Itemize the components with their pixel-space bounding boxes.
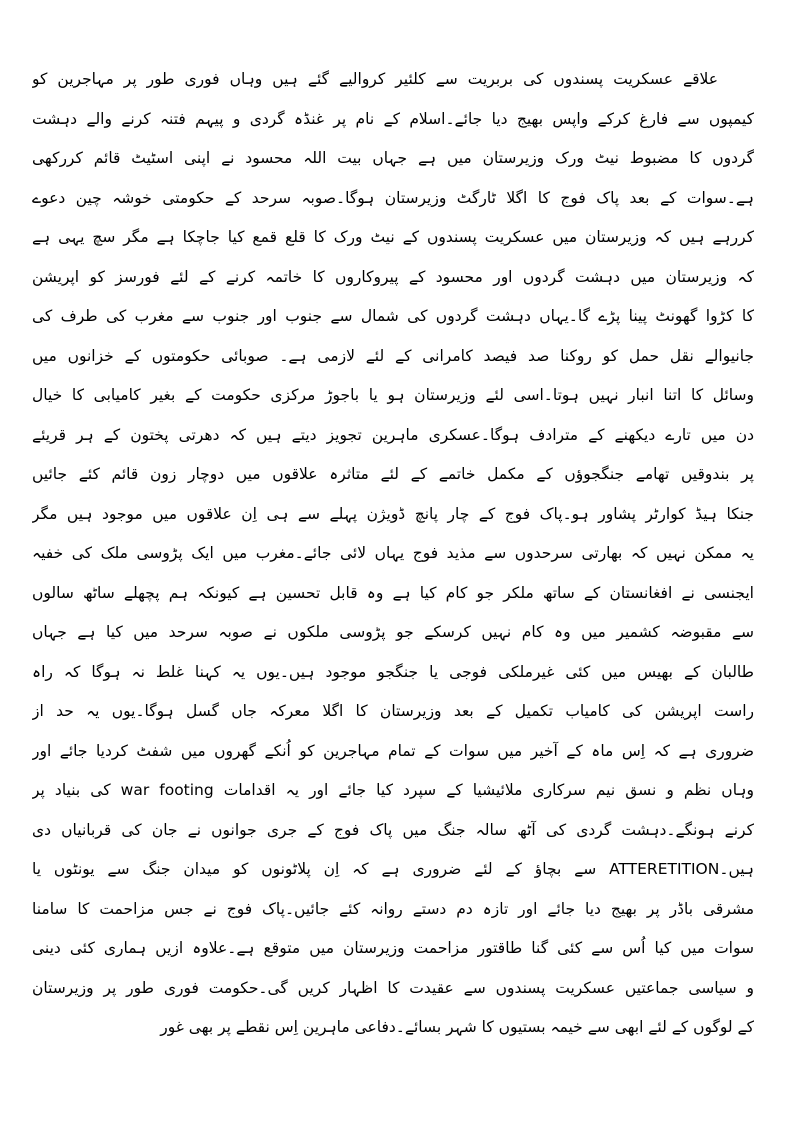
article-body <box>32 60 754 1048</box>
text-line: وہاں نظم و نسق نیم سرکاری ملائیشیا کے سپرد کیا جائے اور یہ اقدامات war footing کی بنیاد پر <box>32 781 754 799</box>
text-line: و سیاسی جماعتیں عسکریت پسندوں سے عقیدت کا اظہار کریں گی۔حکومت فوری طور پر وزیرستان <box>32 978 754 997</box>
text-line: کے لوگوں کے لئے ابھی سے خیمہ بستیوں کا شہر بسائے۔دفاعی ماہرین اِس نقطے پر بھی غور <box>160 1018 754 1036</box>
text-line: ہیں۔ATTERETITION سے بچاؤ کے لئے ضروری ہے کہ اِن پلاٹونوں کو میدان جنگ سے یونٹوں یا <box>32 860 754 878</box>
text-line: علاقے عسکریت پسندوں کی بربریت سے کلئیر کروالیے گئے ہیں وہاں فوری طور پر مہاجرین کو <box>32 70 718 88</box>
text-line: ایجنسی نے افغانستان کے ساتھ ملکر جو کام کیا ہے وہ قابل تحسین ہے کیونکہ ہم پچھلے ساٹھ سالوں <box>32 583 754 602</box>
text-line: وسائل کا اتنا انبار نہیں ہوتا۔اسی لئے وزیرستان ہو یا باجوڑ مرکزی حکومت کے بغیر کامیابی کا خیال <box>32 386 754 404</box>
text-line: کررہے ہیں کہ وزیرستان میں عسکریت پسندوں کے نیٹ ورک کا قلع قمع کیا جاچکا ہے مگر سچ یہی ہے <box>32 228 754 246</box>
text-line: گردوں کا مضبوط نیٹ ورک وزیرستان میں ہے جہاں بیت اللہ محسود نے اپنی اسٹیٹ قائم کررکھی <box>32 149 754 167</box>
text-line: جنکا ہیڈ کوارٹر پشاور ہو۔پاک فوج کے چار پانچ ڈویژن پہلے سے ہی اِن علاقوں میں موجود ہیں مگر <box>32 504 754 523</box>
text-line: ہے۔سوات کے بعد پاک فوج کا اگلا ٹارگٹ وزیرستان ہوگا۔صوبہ سرحد کے حکومتی خوشہ چین دعوے <box>32 188 754 207</box>
text-line: دن میں تارے دیکھنے کے مترادف ہوگا۔عسکری ماہرین تجویز دیتے ہیں کہ دھرتی پختون کے ہر قریئے <box>32 425 754 444</box>
text-line: سوات میں کیا اُس سے کئی گنا طاقتور مزاحمت وزیرستان میں متوقع ہے۔علاوہ ازیں ہماری کئی دینی <box>32 939 754 957</box>
text-line: جانیوالے نقل حمل کو روکنا صد فیصد کامرانی کے لئے لازمی ہے۔ صوبائی حکومتوں کے خزانوں میں <box>32 346 754 365</box>
text-line: طالبان کے بھیس میں کئی غیرملکی فوجی یا جنگجو موجود ہیں۔یوں یہ کہنا غلط نہ ہوگا کہ راہ <box>32 662 754 681</box>
text-line: مشرقی باڈر پر بھیج دیا جائے اور تازہ دم دستے روانہ کئے جائیں۔پاک فوج نے جس مزاحمت کا سامنا <box>32 899 754 918</box>
text-line: پر بندوقیں تھامے جنگجوؤں کے مکمل خاتمے کے لئے متاثرہ علاقوں میں دوچار زون قائم کئے جائیں <box>32 465 754 483</box>
text-line: کہ وزیرستان میں دہشت گردوں اور محسود کے پیروکاروں کا خاتمہ کرنے کے لئے فورسز کو اپریشن <box>32 267 754 286</box>
text-line: یہ ممکن نہیں کہ بھارتی سرحدوں سے مذید فوج یہاں لائی جائے۔مغرب میں ایک پڑوسی ملک کی خفیہ <box>32 544 754 562</box>
text-line: کرنے ہونگے۔دہشت گردی کی آٹھ سالہ جنگ میں پاک فوج کے جری جوانوں نے جان کی قربانیاں دی <box>32 820 754 839</box>
text-line: کیمپوں سے فارغ کرکے واپس بھیج دیا جائے۔اسلام کے نام پر غنڈہ گردی و پیہم فتنہ کرنے والے دہشت <box>32 109 754 128</box>
text-line: ضروری ہے کہ اِس ماہ کے آخیر میں سوات کے تمام مہاجرین کو اُنکے گھروں میں شفٹ کردیا جائے اور <box>32 741 754 760</box>
text-line: سے مقبوضہ کشمیر میں وہ کام نہیں کرسکے جو پڑوسی ملکوں نے صوبہ سرحد میں کیا ہے جہاں <box>32 623 754 641</box>
text-line: راست اپریشن کی کامیاب تکمیل کے بعد وزیرستان کا اگلا معرکہ جاں گسل ہوگا۔یوں یہ حد از <box>32 702 754 720</box>
text-line: کا کڑوا گھونٹ پینا پڑے گا۔یہاں دہشت گردوں کی شمال سے جنوب اور جنوب سے مغرب کی طرف کی <box>32 307 754 325</box>
